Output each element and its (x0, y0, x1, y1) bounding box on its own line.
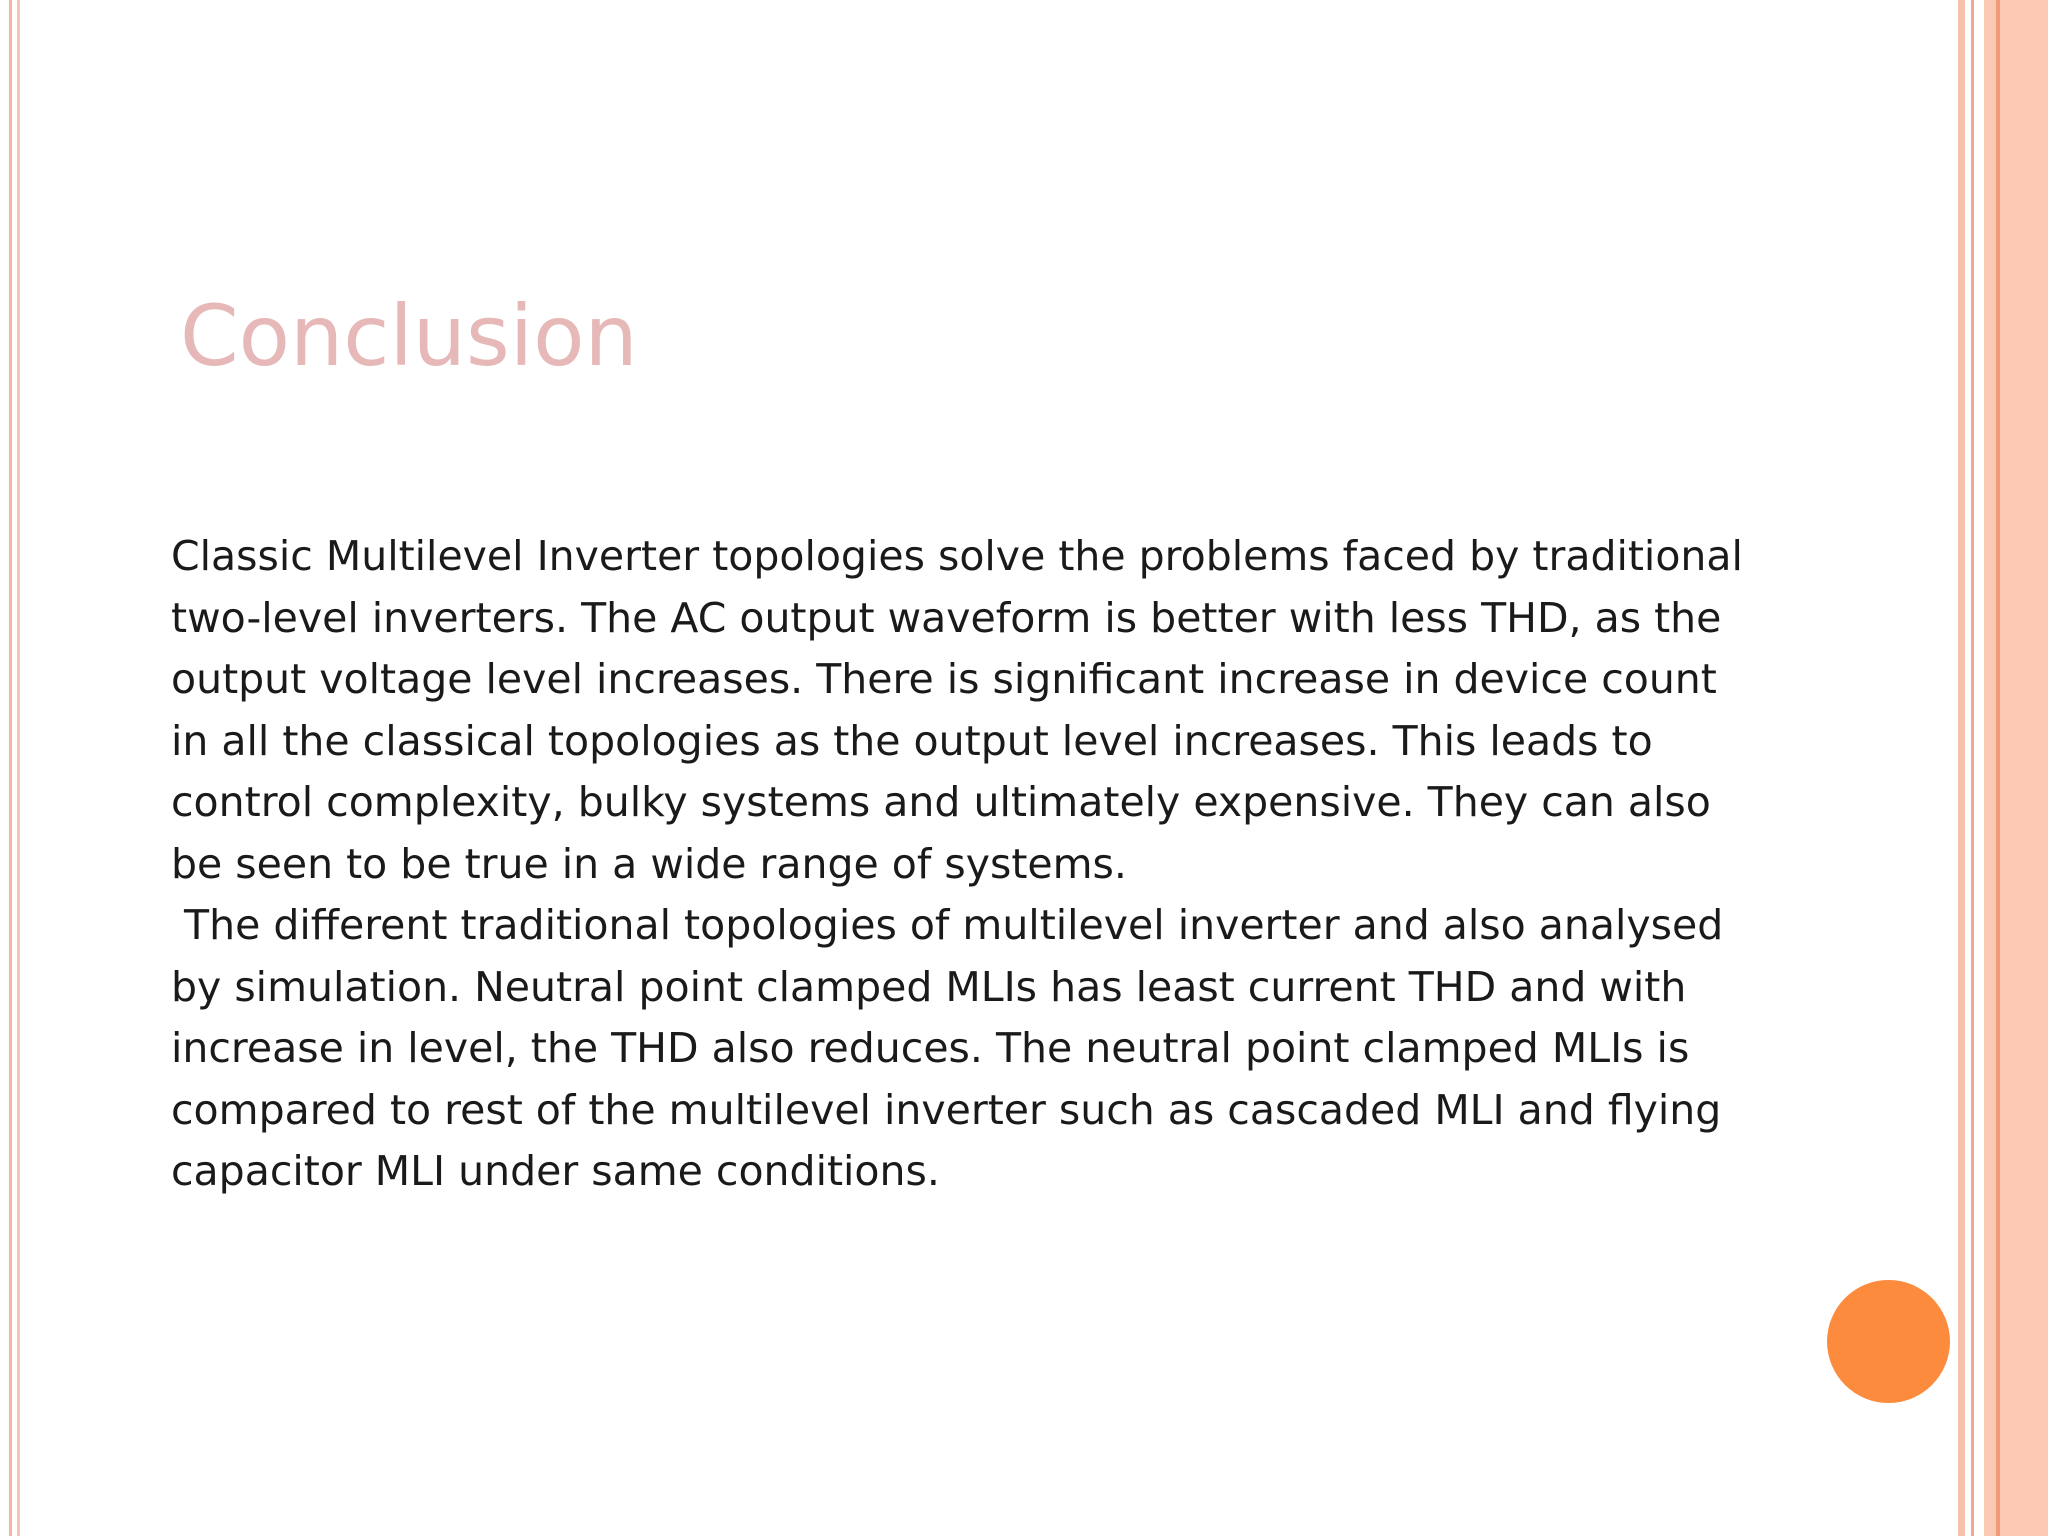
body-paragraph: The different traditional topologies of multilevel inverter and also analysed by simulation. Neutral point clamped MLIs has least current THD and with increase in level, the THD also reduces. The neutral point clamped MLIs is compared to rest of the multilevel inverter such as cascaded MLI and flying capacitor MLI under same conditions. (171, 901, 1737, 1195)
decorative-circle (1827, 1280, 1950, 1403)
slide-title: Conclusion (180, 287, 638, 385)
right-border-band (1984, 0, 2048, 1536)
left-border-line (17, 0, 20, 1536)
left-border-line (9, 0, 12, 1536)
right-border-band-line (1996, 0, 2000, 1536)
right-border-line (1971, 0, 1974, 1536)
right-border-line (1958, 0, 1965, 1536)
body-paragraph: Classic Multilevel Inverter topologies solve the problems faced by traditional two-level inverters. The AC output waveform is better with less THD, as the output voltage level increases. There is significant increase in device count in all the classical topologies as the output level increases. This leads to control complexity, bulky systems and ultimately expensive. They can also be seen to be true in a wide range of systems. (171, 532, 1756, 888)
slide-body (171, 526, 1761, 1203)
